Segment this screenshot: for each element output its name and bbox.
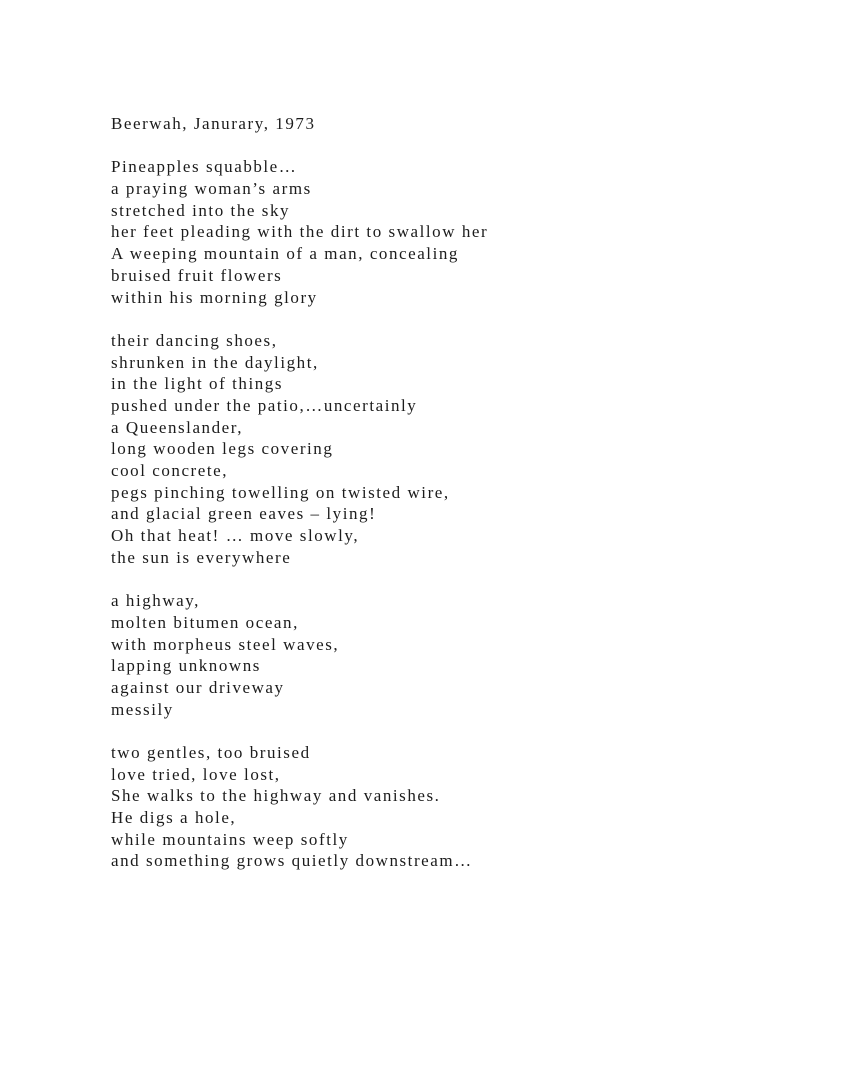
poem-line: stretched into the sky — [111, 200, 291, 220]
poem-line: molten bitumen ocean, — [111, 612, 299, 632]
stanza-1 — [111, 156, 811, 308]
poem-line: pegs pinching towelling on twisted wire, — [111, 482, 450, 502]
poem-line: A weeping mountain of a man, concealing — [111, 244, 459, 264]
poem-line: bruised fruit flowers — [111, 265, 283, 285]
poem-line: her feet pleading with the dirt to swallow her — [111, 222, 489, 242]
poem-line: a highway, — [111, 591, 200, 611]
poem-line: She walks to the highway and vanishes. — [111, 786, 441, 806]
poem-line: lapping unknowns — [111, 656, 261, 676]
poem-line: love tried, love lost, — [111, 764, 281, 784]
poem-line: and something grows quietly downstream… — [111, 851, 473, 871]
stanza-3 — [111, 590, 811, 720]
poem-line: while mountains weep softly — [111, 829, 349, 849]
poem-line: within his morning glory — [111, 287, 318, 307]
poem-line: and glacial green eaves – lying! — [111, 504, 377, 524]
poem-line: the sun is everywhere — [111, 547, 292, 567]
poem-line: cool concrete, — [111, 461, 229, 481]
poem-line: a praying woman’s arms — [111, 179, 312, 199]
poem-line: in the light of things — [111, 374, 283, 394]
poem-line: shrunken in the daylight, — [111, 352, 319, 372]
poem-line: with morpheus steel waves, — [111, 634, 340, 654]
poem-line: two gentles, too bruised — [111, 742, 311, 762]
poem-line: Pineapples squabble… — [111, 157, 298, 177]
poem-title: Beerwah, Janurary, 1973 — [111, 114, 316, 133]
poem-line: messily — [111, 699, 174, 719]
poem-line: against our driveway — [111, 677, 285, 697]
poem-line: Oh that heat! … move slowly, — [111, 526, 360, 546]
stanza-4 — [111, 742, 811, 872]
poem-line: their dancing shoes, — [111, 330, 278, 350]
poem-line: long wooden legs covering — [111, 439, 334, 459]
poem-line: a Queenslander, — [111, 417, 244, 437]
poem-page — [111, 113, 811, 894]
poem-line: pushed under the patio,…uncertainly — [111, 395, 418, 415]
stanza-2 — [111, 330, 811, 569]
poem-line: He digs a hole, — [111, 808, 237, 828]
